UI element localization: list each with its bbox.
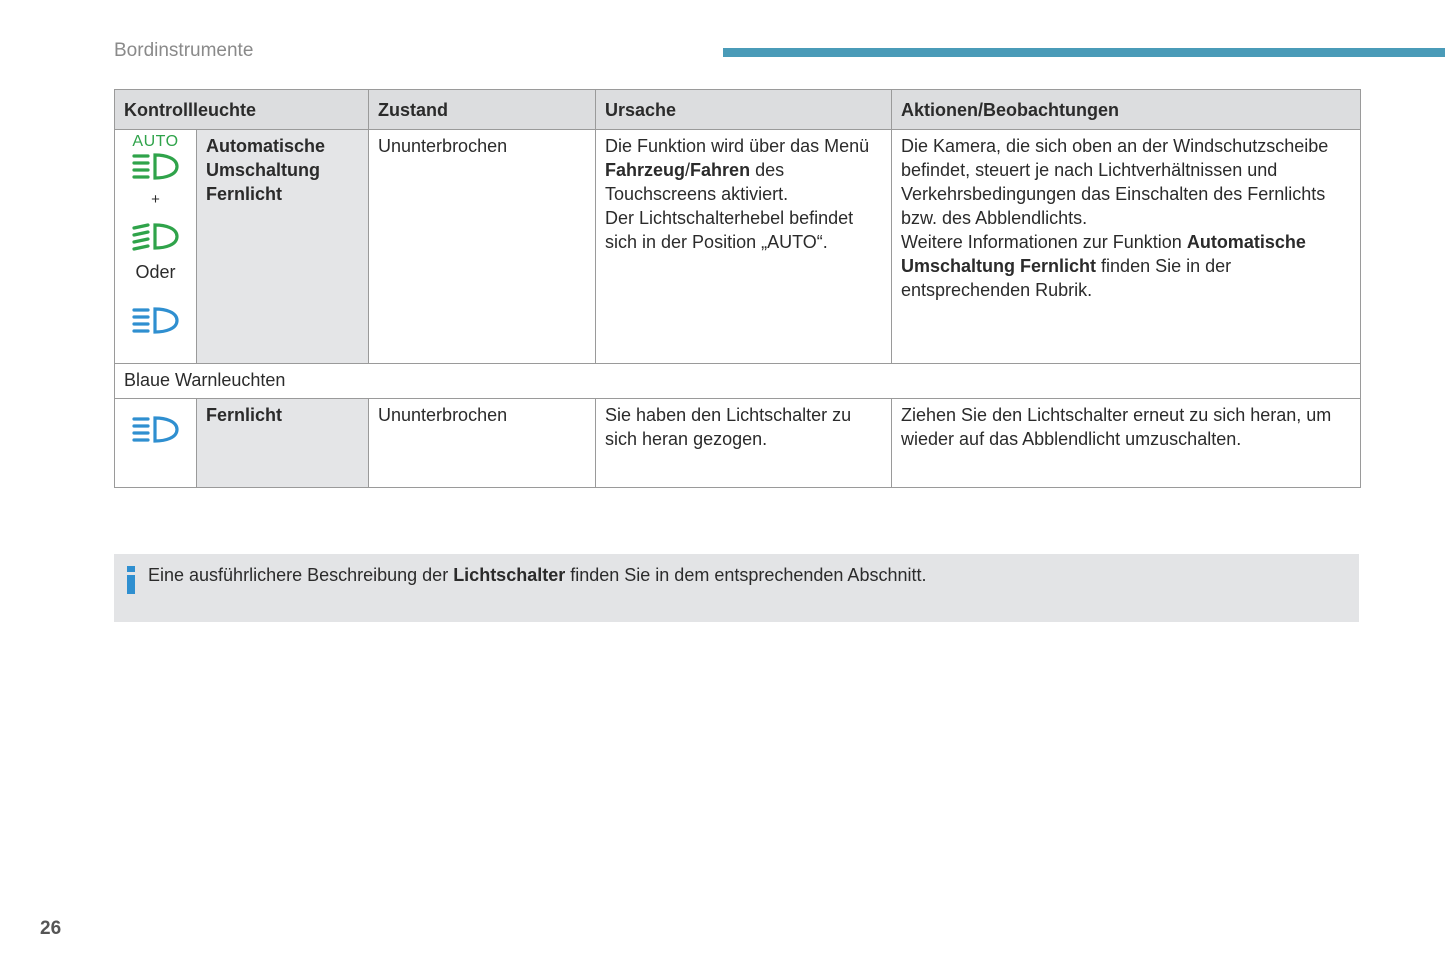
header-kontrollleuchte: Kontrollleuchte: [115, 90, 369, 130]
state-cell: Ununterbrochen: [369, 130, 596, 364]
high-beam-blue-icon: [131, 306, 181, 336]
group-label: Blaue Warnleuchten: [115, 364, 1361, 399]
page-number: 26: [40, 918, 62, 939]
or-separator: Oder: [135, 262, 176, 282]
icon-cell: [115, 399, 197, 488]
info-box: [114, 554, 1359, 622]
light-name-cell: [197, 130, 369, 364]
low-beam-green-icon: [131, 222, 181, 252]
cause-paragraph: Der Lichtschalterhebel befindet sich in der Position „AUTO“.: [605, 208, 854, 252]
info-icon: [126, 566, 136, 594]
cause-cell: Sie haben den Lichtschalter zu sich heran gezogen.: [596, 399, 892, 488]
info-text: Eine ausführlichere Beschreibung der Lichtschalter finden Sie in dem entsprechenden Abschnitt.: [148, 565, 927, 585]
action-paragraph: Die Kamera, die sich oben an der Windschutzscheibe befindet, steuert je nach Lichtverhältnissen und Verkehrsbedingungen das Einschalten des Fernlichts bzw. des Abblendlichts.: [901, 136, 1329, 228]
action-cell: Ziehen Sie den Lichtschalter erneut zu sich heran, um wieder auf das Abblendlicht umzuschalten.: [892, 399, 1361, 488]
icon-cell: [115, 130, 197, 364]
header-ursache: Ursache: [596, 90, 892, 130]
table-row: [115, 399, 1361, 488]
light-name-line: Umschaltung: [206, 160, 321, 180]
auto-label: AUTO: [132, 133, 179, 150]
warning-lights-table: [114, 89, 1361, 488]
light-name-cell: Fernlicht: [197, 399, 369, 488]
header-aktionen: Aktionen/Beobachtungen: [892, 90, 1361, 130]
auto-high-beam-green-icon: [131, 152, 181, 182]
plus-separator: +: [151, 191, 160, 208]
high-beam-blue-icon: [131, 415, 181, 445]
header-accent-bar: [723, 48, 1445, 57]
group-row: [115, 364, 1361, 399]
light-name-line: Fernlicht: [206, 184, 283, 204]
action-paragraph: Weitere Informationen zur Funktion Automatische Umschaltung Fernlicht finden Sie in der entsprechenden Rubrik.: [901, 232, 1306, 300]
action-cell: [892, 130, 1361, 364]
cause-cell: [596, 130, 892, 364]
cause-paragraph: Die Funktion wird über das Menü Fahrzeug/Fahren des Touchscreens aktiviert.: [605, 136, 870, 204]
table-row: [115, 130, 1361, 364]
table-header-row: [115, 90, 1361, 130]
header-zustand: Zustand: [369, 90, 596, 130]
light-name-line: Automatische: [206, 136, 326, 156]
section-title: Bordinstrumente: [114, 40, 254, 61]
state-cell: Ununterbrochen: [369, 399, 596, 488]
